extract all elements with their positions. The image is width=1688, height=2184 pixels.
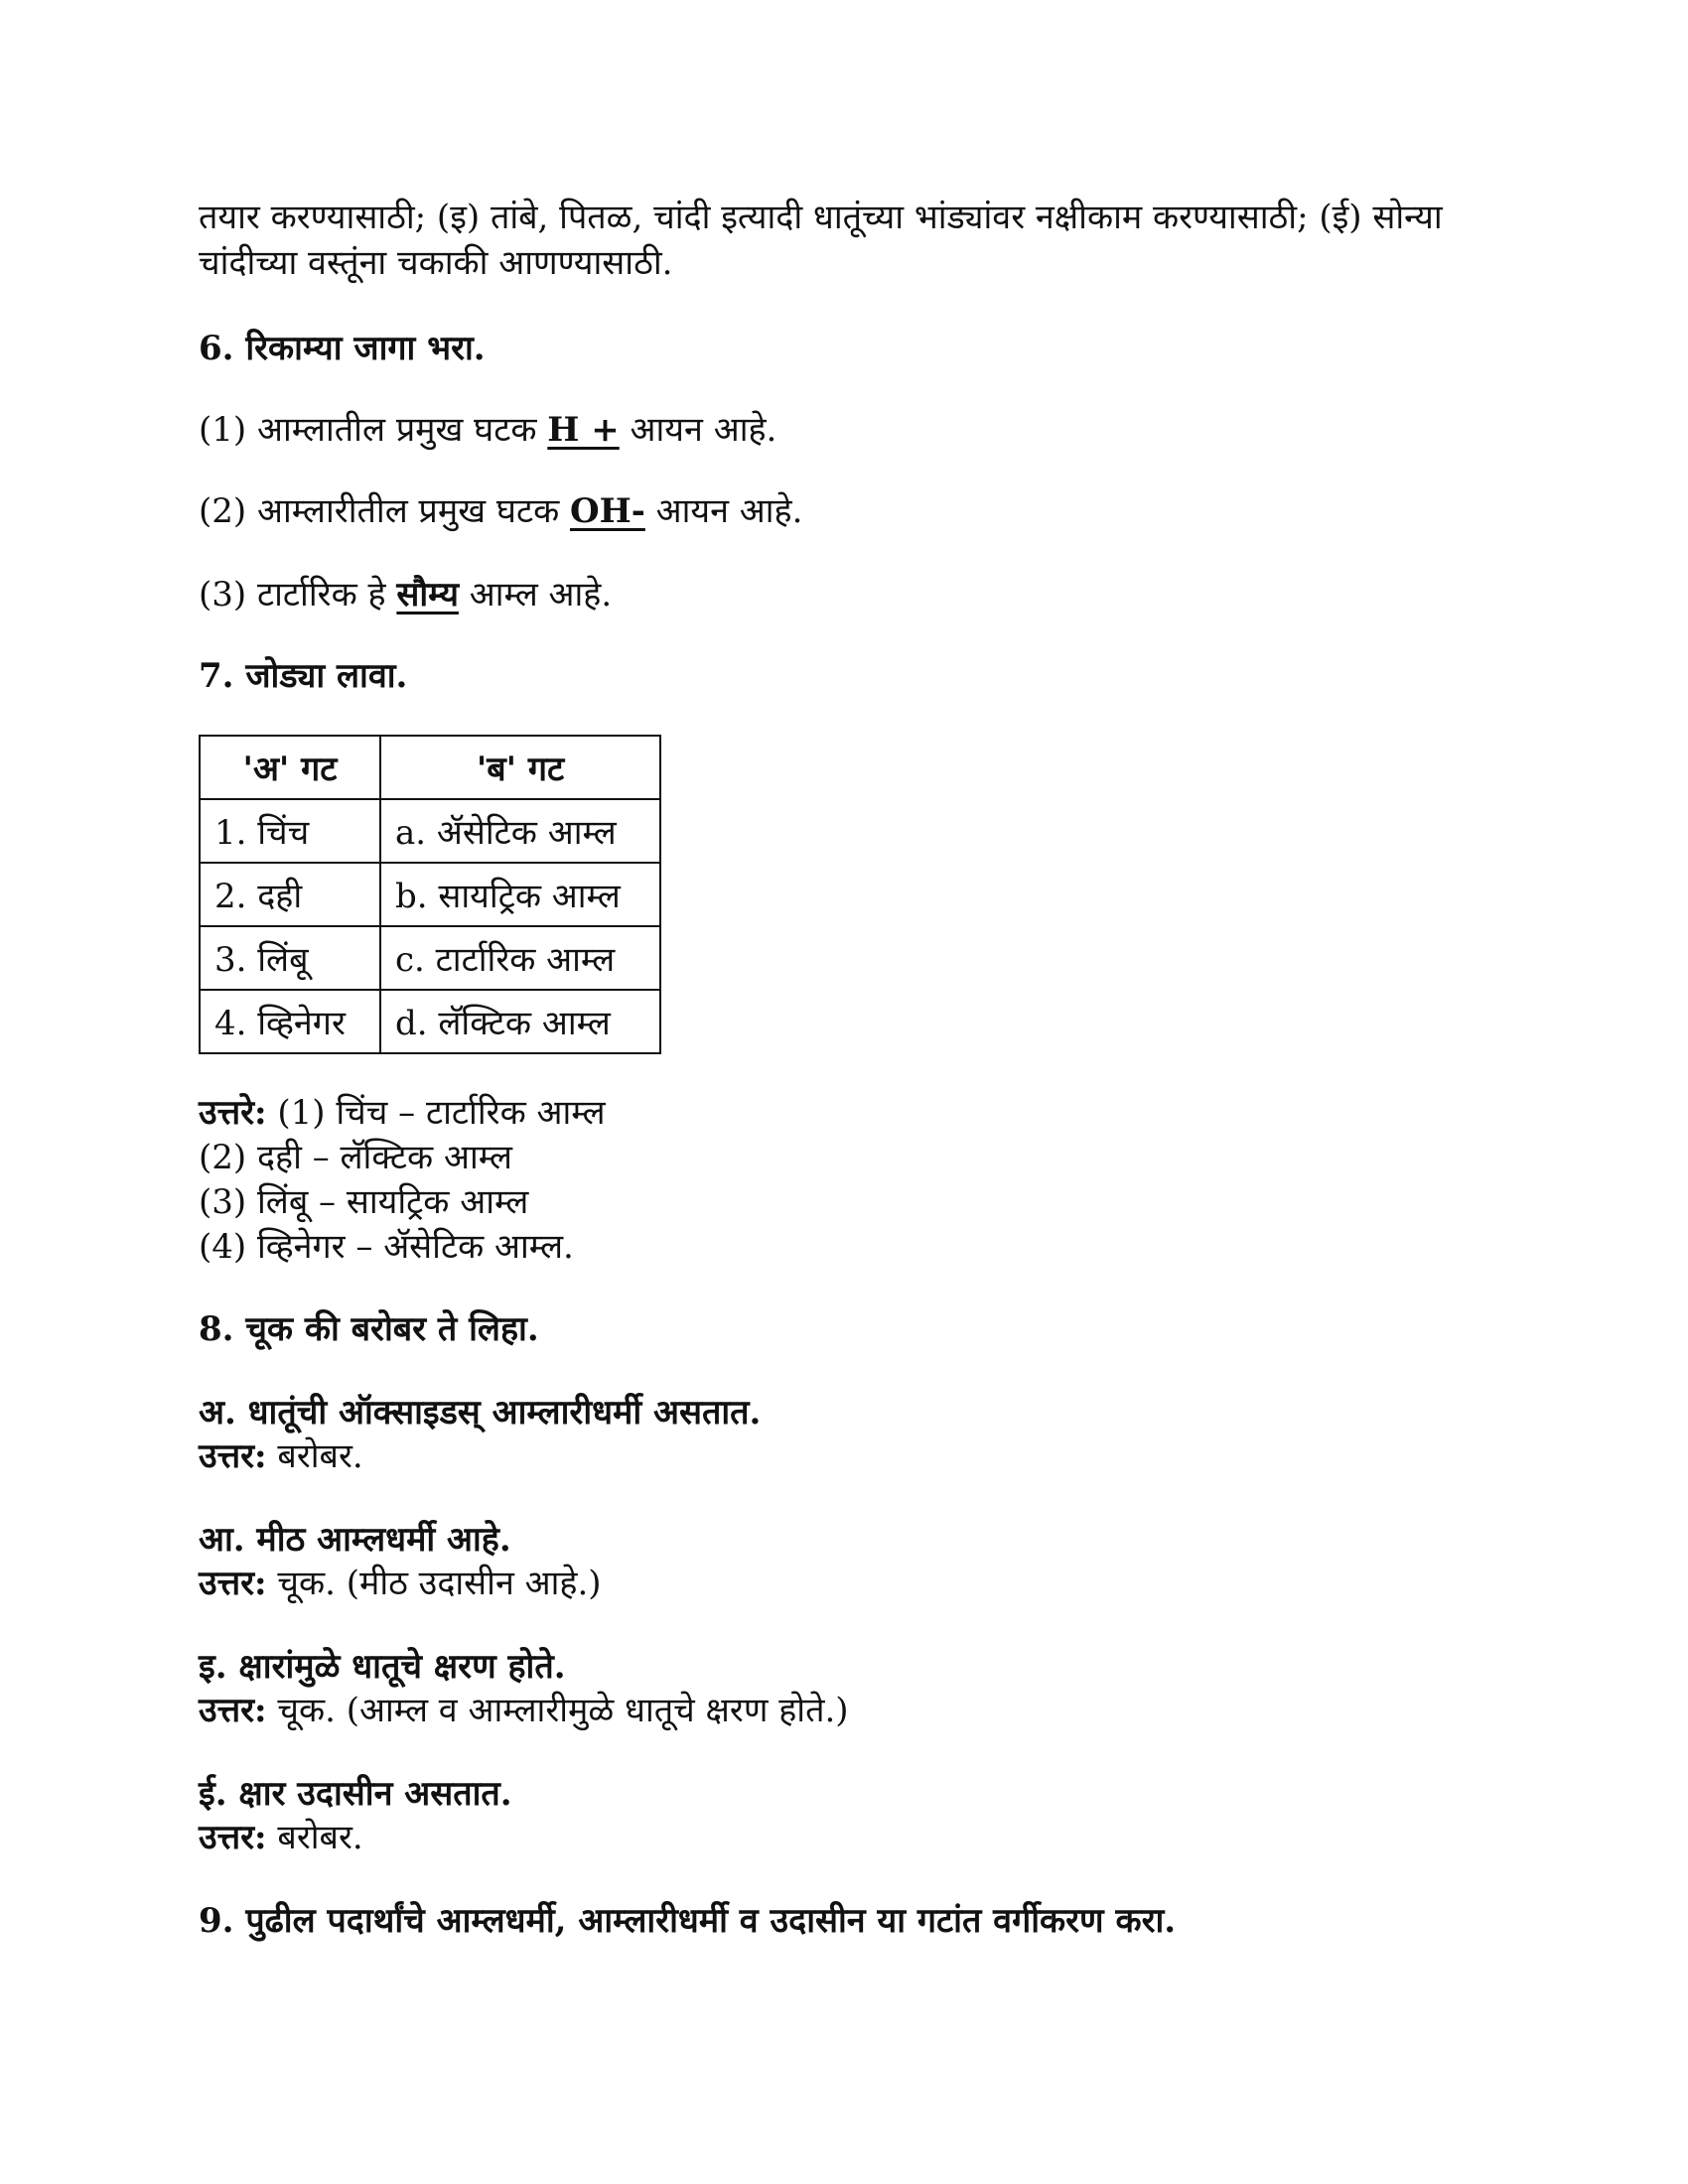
q7-answer-2: (2) दही – लॅक्टिक आम्ल — [199, 1138, 512, 1177]
q8-answer-3 — [199, 1688, 849, 1733]
q8-heading: 8. चूक की बरोबर ते लिहा. — [199, 1309, 539, 1349]
column-header-b: 'ब' गट — [380, 736, 660, 799]
q6-item-3-answer: सौम्य — [396, 575, 459, 614]
q6-item-3 — [199, 572, 612, 617]
table-cell: 1. चिंच — [200, 799, 380, 863]
q9-heading: 9. पुढील पदार्थांचे आम्लधर्मी, आम्लारीधर्मी व उदासीन या गटांत वर्गीकरण करा. — [199, 1901, 1177, 1941]
q6-item-1-pre: (1) आम्लातील प्रमुख घटक — [199, 410, 548, 450]
answer-text: बरोबर. — [266, 1818, 363, 1857]
answer-label: उत्तर: — [199, 1564, 267, 1603]
q6-item-1-answer: H + — [547, 410, 620, 450]
table-row — [200, 926, 660, 990]
table-cell: a. ॲसेटिक आम्ल — [380, 799, 660, 863]
q8-statement-3: इ. क्षारांमुळे धातूचे क्षरण होते. — [199, 1647, 566, 1687]
answer-text: बरोबर. — [266, 1436, 363, 1476]
q8-statement-2: आ. मीठ आम्लधर्मी आहे. — [199, 1520, 511, 1560]
q6-item-1 — [199, 407, 776, 453]
q8-answer-1 — [199, 1433, 363, 1479]
answer-text: चूक. (आम्ल व आम्लारीमुळे धातूचे क्षरण होते.) — [266, 1691, 849, 1730]
table-cell: d. लॅक्टिक आम्ल — [380, 990, 660, 1053]
answer-text: चूक. (मीठ उदासीन आहे.) — [266, 1564, 602, 1603]
q6-heading: 6. रिकाम्या जागा भरा. — [199, 329, 486, 368]
q8-statement-1: अ. धातूंची ऑक्साइडस् आम्लारीधर्मी असतात. — [199, 1393, 762, 1433]
table-header-row — [200, 736, 660, 799]
q6-item-3-pre: (3) टार्टारिक हे — [199, 575, 397, 614]
answer-text: (1) चिंच – टार्टारिक आम्ल — [266, 1093, 606, 1133]
table-cell: 3. लिंबू — [200, 926, 380, 990]
table-row — [200, 863, 660, 926]
q7-answer-3: (3) लिंबू – सायट्रिक आम्ल — [199, 1182, 529, 1222]
q6-item-2-answer: OH- — [570, 491, 645, 531]
table-cell: c. टार्टारिक आम्ल — [380, 926, 660, 990]
intro-line-1: तयार करण्यासाठी; (इ) तांबे, पितळ, चांदी इत्यादी धातूंच्या भांड्यांवर नक्षीकाम करण्यासाठी; (ई) सोन्या — [199, 198, 1443, 237]
answer-label: उत्तर: — [199, 1818, 267, 1857]
answers-label: उत्तरे: — [199, 1093, 267, 1133]
answer-label: उत्तर: — [199, 1691, 267, 1730]
q6-item-3-post: आम्ल आहे. — [458, 575, 613, 614]
q7-answer-1 — [199, 1090, 606, 1136]
q8-answer-2 — [199, 1561, 602, 1606]
q6-item-2 — [199, 488, 802, 534]
q7-heading: 7. जोड्या लावा. — [199, 656, 408, 696]
table-row — [200, 990, 660, 1053]
table-cell: 4. व्हिनेगर — [200, 990, 380, 1053]
q8-answer-4 — [199, 1815, 363, 1860]
match-table — [199, 735, 661, 1054]
table-cell: b. सायट्रिक आम्ल — [380, 863, 660, 926]
table-cell: 2. दही — [200, 863, 380, 926]
q6-item-1-post: आयन आहे. — [619, 410, 777, 450]
q6-item-2-post: आयन आहे. — [644, 491, 803, 531]
column-header-a: 'अ' गट — [200, 736, 380, 799]
q6-item-2-pre: (2) आम्लारीतील प्रमुख घटक — [199, 491, 570, 531]
intro-line-2: चांदीच्या वस्तूंना चकाकी आणण्यासाठी. — [199, 243, 673, 283]
answer-label: उत्तर: — [199, 1436, 267, 1476]
table-row — [200, 799, 660, 863]
q8-statement-4: ई. क्षार उदासीन असतात. — [199, 1774, 512, 1814]
q7-answer-4: (4) व्हिनेगर – ॲसेटिक आम्ल. — [199, 1227, 574, 1267]
